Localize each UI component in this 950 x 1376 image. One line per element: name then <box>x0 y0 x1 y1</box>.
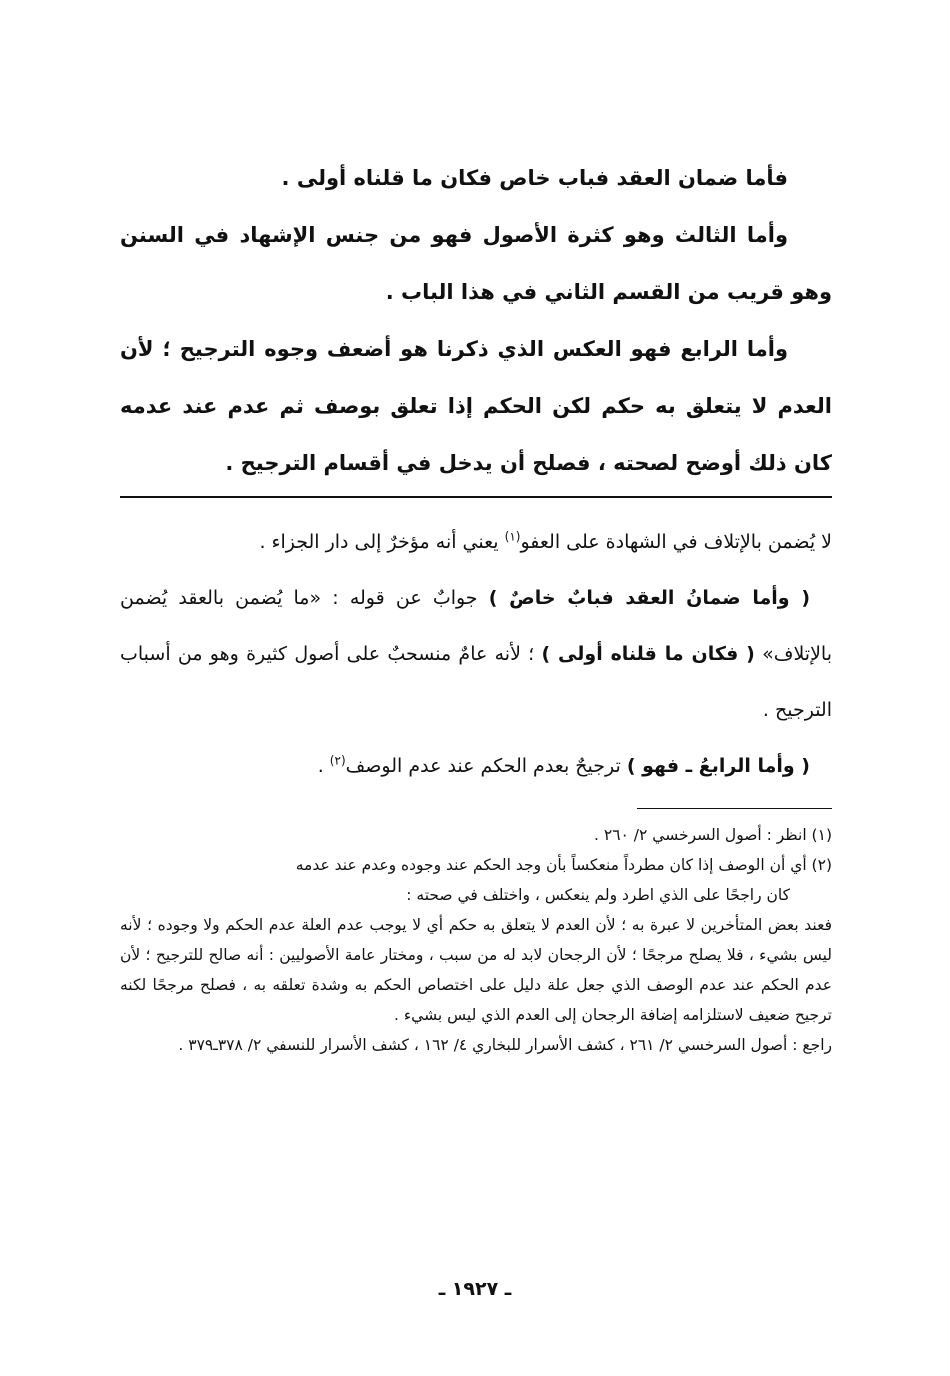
quoted-matn: ( فكان ما قلناه أولى ) <box>541 643 755 665</box>
commentary-text: . <box>317 755 330 777</box>
commentary-paragraph <box>120 514 832 570</box>
commentary-text: جوابٌ عن قوله : «ما يُضمن بالعقد يُضمن بالإتلاف» <box>120 587 832 665</box>
footnote-reference: (٢) <box>329 753 346 768</box>
commentary-paragraph <box>120 738 832 794</box>
main-text <box>120 150 832 492</box>
main-text-divider <box>120 496 832 498</box>
commentary-text: لا يُضمن بالإتلاف في الشهادة على العفو <box>520 531 832 553</box>
main-paragraph: وأما الرابع فهو العكس الذي ذكرنا هو أضعف وجوه الترجيح ؛ لأن العدم لا يتعلق به حكم لكن الحكم إذا تعلق بوصف ثم عدم عند عدمه كان ذلك أوضح لصحته ، فصلح أن يدخل في أقسام الترجيح . <box>120 337 832 475</box>
footnote-1: (١) انظر : أصول السرخسي ٢/ ٢٦٠ . <box>594 826 832 844</box>
main-paragraph: وأما الثالث وهو كثرة الأصول فهو من جنس الإشهاد في السنن وهو قريب من القسم الثاني في هذا الباب . <box>120 223 832 304</box>
footnote-reference: (١) <box>504 529 521 544</box>
commentary-text: يعني أنه مؤخرٌ إلى دار الجزاء . <box>259 531 505 553</box>
footnote-2: (٢) أي أن الوصف إذا كان مطرداً منعكساً بأن وجد الحكم عند وجوده وعدم عند عدمه <box>295 856 832 874</box>
main-paragraph: فأما ضمان العقد فباب خاص فكان ما قلناه أولى . <box>281 166 788 190</box>
commentary-text: ترجيحٌ بعدم الحكم عند عدم الوصف <box>345 755 627 777</box>
commentary-text: ؛ لأنه عامٌ منسحبٌ على أصول كثيرة وهو من أسباب الترجيح . <box>120 643 832 721</box>
commentary-paragraph <box>120 570 832 738</box>
footnote-2-continuation: كان راجحًا على الذي اطرد ولم ينعكس ، واختلف في صحته : <box>406 886 790 904</box>
footnotes <box>120 820 832 1060</box>
quoted-matn: ( وأما ضمانُ العقد فبابٌ خاصٌ ) <box>488 587 810 609</box>
footnote-2-references: راجع : أصول السرخسي ٢/ ٢٦١ ، كشف الأسرار للبخاري ٤/ ١٦٢ ، كشف الأسرار للنسفي ٢/ ٣٧٨ـ٣٧٩ . <box>178 1036 832 1054</box>
quoted-matn: ( وأما الرابعُ ـ فهو ) <box>626 755 810 777</box>
page-number: ـ ١٩٢٧ ـ <box>438 1278 512 1300</box>
commentary <box>120 514 832 794</box>
footnote-2-paragraph: فعند بعض المتأخرين لا عبرة به ؛ لأن العدم لا يتعلق به حكم أي لا يوجب عدم العلة عدم الحكم ولا وجوده ؛ لأنه ليس بشيء ، فلا يصلح مرجحًا ؛ لأن الرجحان لابد له من سبب ، ومختار عامة الأصوليين : أنه صالح للترجيح ؛ لأن عدم الحكم عند عدم الوصف الذي جعل علة دليل على اختصاص الحكم به وشدة تعلقه به ، فصلح مرجحًا لكنه ترجيح ضعيف لاستلزامه إضافة الرجحان إلى العدم الذي ليس بشيء . <box>120 916 832 1024</box>
footnote-divider <box>637 808 832 809</box>
